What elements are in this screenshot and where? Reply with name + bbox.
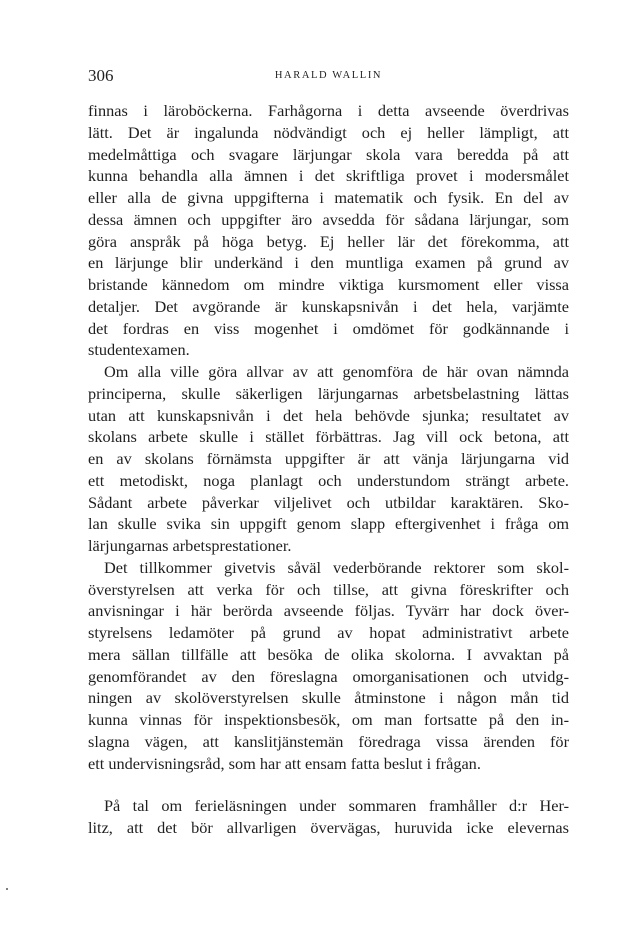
text-line: överstyrelsen att verka för och tillse, att givna föreskrifter och [88, 579, 569, 599]
text-line: kunna vinnas för inspektionsbesök, om man fortsatte på den in- [88, 710, 569, 729]
text-line: anvisningar i här berörda avseende följas. Tyvärr har dock över- [88, 601, 569, 621]
text-line: bristande kännedom om mindre viktiga kursmoment eller vissa [88, 275, 569, 294]
text-line: studentexamen. [88, 340, 190, 360]
text-line: skolans arbete skulle i stället förbättras. Jag vill ock betona, att [88, 427, 569, 447]
page-number: 306 [88, 66, 114, 85]
section-gap [88, 774, 569, 795]
text-line: slagna vägen, att kanslitjänstemän föredraga vissa ärenden för [88, 731, 569, 751]
text-line: en av skolans förnämsta uppgifter är att vänja lärjungarna vid [88, 449, 569, 468]
text-line: Sådant arbete påverkar viljelivet och utbildar karaktären. Sko- [88, 492, 569, 512]
text-line: detaljer. Det avgörande är kunskapsnivån i det hela, varjämte [88, 296, 569, 316]
text-line: kunna behandla alla ämnen i det skriftliga provet i modersmålet [88, 166, 569, 186]
body-text [88, 100, 569, 839]
text-line: litz, att det bör allvarligen övervägas, huruvida icke elevernas [88, 818, 569, 837]
text-line: principerna, skulle säkerligen lärjungarnas arbetsbelastning lättas [88, 383, 569, 403]
text-line: genomförandet av den föreslagna omorganisationen och utvidg- [88, 666, 569, 686]
text-line: det fordras en viss mogenhet i omdömet för godkännande i [88, 318, 569, 338]
scan-speck [6, 888, 8, 890]
text-line: medelmåttiga och svagare lärjungar skola vara beredda på att [88, 144, 569, 164]
text-line: utan att kunskapsnivån i det hela behövde sjunka; resultatet av [88, 405, 569, 425]
text-line: lärjungarnas arbetsprestationer. [88, 536, 292, 555]
text-line: ett metodiskt, noga planlagt och understundom strängt arbete. [88, 470, 569, 490]
running-head-author: HARALD WALLIN [274, 70, 383, 81]
text-line: ett undervisningsråd, som har att ensam fatta beslut i frågan. [88, 753, 481, 773]
text-line: lätt. Det är ingalunda nödvändigt och ej heller lämpligt, att [88, 122, 569, 142]
text-line: Om alla ville göra allvar av att genomföra de här ovan nämnda [104, 362, 569, 381]
paragraph [88, 557, 569, 775]
text-line: På tal om ferieläsningen under sommaren framhåller d:r Her- [104, 796, 569, 816]
text-line: en lärjunge blir underkänd i den muntliga examen på grund av [88, 253, 569, 273]
paragraph [88, 100, 569, 361]
running-head [88, 66, 569, 86]
text-line: mera sällan tillfälle att besöka de olika skolorna. I avvaktan på [88, 644, 569, 664]
text-line: styrelsens ledamöter på grund av hopat administrativt arbete [88, 623, 569, 642]
text-line: ningen av skolöverstyrelsen skulle åtminstone i någon mån tid [88, 688, 569, 708]
text-line: finnas i läroböckerna. Farhågorna i detta avseende överdrivas [88, 101, 569, 120]
text-line: göra anspråk på höga betyg. Ej heller lär det förekomma, att [88, 231, 569, 251]
text-line: dessa ämnen och uppgifter äro avsedda för sådana lärjungar, som [88, 209, 569, 229]
text-line: eller alla de givna uppgifterna i matematik och fysik. En del av [88, 188, 569, 207]
paragraph [88, 361, 569, 557]
text-line: Det tillkommer givetvis såväl vederbörande rektorer som skol- [104, 557, 569, 577]
paragraph [88, 795, 569, 839]
text-line: lan skulle svika sin uppgift genom slapp eftergivenhet i fråga om [88, 514, 569, 534]
